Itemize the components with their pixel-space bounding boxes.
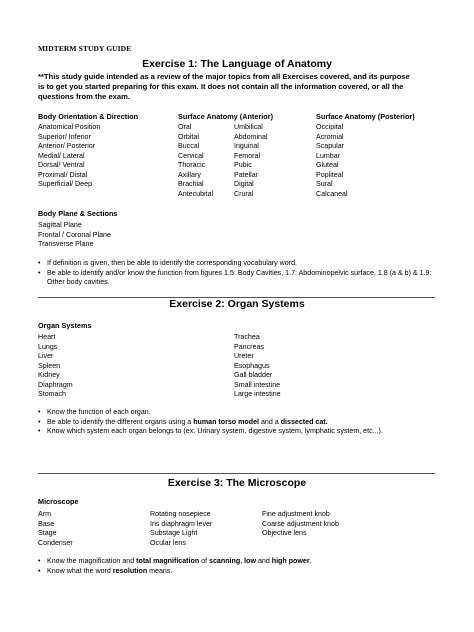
list-item: Sagittal Plane — [38, 221, 82, 229]
list-item: Anatomical Position — [38, 123, 101, 131]
bullet-item: • Know what the word resolution means. — [38, 566, 173, 575]
surface-posterior-heading: Surface Anatomy (Posterior) — [316, 112, 415, 121]
list-item: Medial/ Lateral — [38, 151, 85, 160]
list-item: Calcaneal — [316, 189, 348, 198]
list-item: Stage — [38, 529, 57, 537]
list-item: Superficial/ Deep — [38, 180, 93, 188]
list-item: Umbilical — [234, 123, 263, 131]
list-item: Buccal — [178, 142, 200, 150]
list-item: Ureter — [234, 352, 254, 360]
body-plane-list — [38, 221, 111, 250]
surface-anterior-list-b — [234, 123, 268, 199]
bullet-icon: • — [38, 408, 41, 416]
list-item: Base — [38, 519, 55, 528]
bullet-item: • Be able to identify and/or know the function from figures 1.5: Body Cavities, 1.7: Abdominopelvic surface, 1.8 (a & b) & 1.9: Other body cavities. — [38, 268, 432, 286]
exercise-2-title: Exercise 2: Organ Systems — [169, 298, 305, 310]
section-divider — [38, 473, 435, 474]
bullet-icon: • — [38, 566, 41, 575]
bullet-item: • Be able to identify the different organs using a human torso model and a dissected cat. — [38, 417, 328, 426]
list-item: Frontal / Coronal Plane — [38, 230, 111, 239]
list-item: Pancreas — [234, 342, 264, 351]
body-plane-heading: Body Plane & Sections — [38, 209, 118, 218]
list-item: Trachea — [234, 333, 260, 341]
list-item: Fine adjustment knob — [262, 510, 330, 518]
list-item: Pubic — [234, 161, 252, 169]
list-item: Substage Light — [150, 529, 198, 537]
list-item: Brachial — [178, 180, 204, 188]
list-item: Stomach — [38, 390, 66, 398]
bullet-item: • If definition is given, then be able to identify the corresponding vocabulary word. — [38, 259, 298, 267]
list-item: Lumbar — [316, 151, 341, 160]
document-label: MIDTERM STUDY GUIDE — [38, 44, 132, 53]
exercise-1-title: Exercise 1: The Language of Anatomy — [142, 58, 332, 70]
bullet-icon: • — [38, 557, 41, 565]
list-item: Crural — [234, 189, 254, 198]
list-item: Inguinal — [234, 142, 259, 150]
exercise-2-bullets — [38, 408, 436, 437]
microscope-list-b — [150, 510, 212, 548]
list-item: Sural — [316, 180, 333, 188]
list-item: Objective lens — [262, 529, 307, 537]
list-item: Acromial — [316, 132, 344, 141]
list-item: Oral — [178, 123, 192, 131]
list-item: Gluteal — [316, 161, 339, 169]
list-item: Scapular — [316, 142, 344, 150]
list-item: Ocular lens — [150, 538, 186, 547]
list-item: Thoracic — [178, 161, 206, 169]
list-item: Antecubital — [178, 189, 214, 198]
bullet-item: • Know which system each organ belongs to (ex. Urinary system, digestive system, lymphatic system, etc...). — [38, 427, 383, 435]
list-item: Diaphragm — [38, 380, 73, 389]
list-item: Anterior/ Posterior — [38, 142, 96, 150]
list-item: Rotating nosepiece — [150, 510, 211, 518]
list-item: Orbital — [178, 132, 199, 141]
list-item: Large intestine — [234, 390, 281, 398]
list-item: Coarse adjustment knob — [262, 519, 339, 528]
study-guide-note: **This study guide intended as a review of the major topics from all Exercises covered, and its purpose is to get you started preparing for this exam. It does not contain all the information covered, or all the questions from the exam. — [38, 72, 410, 101]
orientation-heading: Body Orientation & Direction — [38, 112, 139, 121]
exercise-3-title: Exercise 3: The Microscope — [167, 477, 307, 489]
bullet-icon: • — [38, 268, 41, 277]
surface-posterior-list — [316, 123, 348, 199]
list-item: Iris diaphragm lever — [150, 519, 213, 528]
microscope-list-a — [38, 510, 73, 548]
list-item: Patellar — [234, 170, 259, 179]
organ-list-a — [38, 333, 73, 400]
list-item: Occipital — [316, 123, 344, 131]
list-item: Dorsal/ Ventral — [38, 161, 85, 169]
bullet-icon: • — [38, 427, 41, 435]
microscope-heading: Microscope — [38, 497, 79, 506]
list-item: Spleen — [38, 361, 61, 370]
organ-list-b — [234, 333, 281, 400]
list-item: Superior/ Inferior — [38, 132, 91, 141]
orientation-list — [38, 123, 100, 190]
list-item: Abdominal — [234, 132, 268, 141]
list-item: Transverse Plane — [38, 240, 94, 248]
list-item: Heart — [38, 333, 56, 341]
list-item: Condenser — [38, 538, 73, 547]
surface-anterior-list-a — [178, 123, 213, 199]
list-item: Lungs — [38, 342, 58, 351]
organ-systems-heading: Organ Systems — [38, 321, 92, 330]
list-item: Axillary — [178, 170, 201, 179]
bullet-icon: • — [38, 259, 41, 267]
surface-anterior-heading: Surface Anatomy (Anterior) — [178, 112, 274, 121]
bullet-item: • Know the function of each organ. — [38, 408, 151, 416]
list-item: Digital — [234, 180, 254, 188]
list-item: Gall bladder — [234, 371, 273, 379]
bullet-icon: • — [38, 417, 41, 426]
list-item: Liver — [38, 352, 54, 360]
exercise-1-bullets — [38, 259, 436, 288]
list-item: Small intestine — [234, 380, 281, 389]
list-item: Femoral — [234, 151, 261, 160]
list-item: Proximal/ Distal — [38, 170, 88, 179]
list-item: Cervical — [178, 151, 204, 160]
list-item: Esophagus — [234, 361, 270, 370]
list-item: Popliteal — [316, 170, 344, 179]
bullet-item: • Know the magnification and total magnification of scanning, low and high power. — [38, 557, 312, 565]
list-item: Arm — [38, 510, 52, 518]
exercise-3-bullets — [38, 557, 436, 576]
list-item: Kidney — [38, 371, 60, 379]
microscope-list-c — [262, 510, 339, 539]
